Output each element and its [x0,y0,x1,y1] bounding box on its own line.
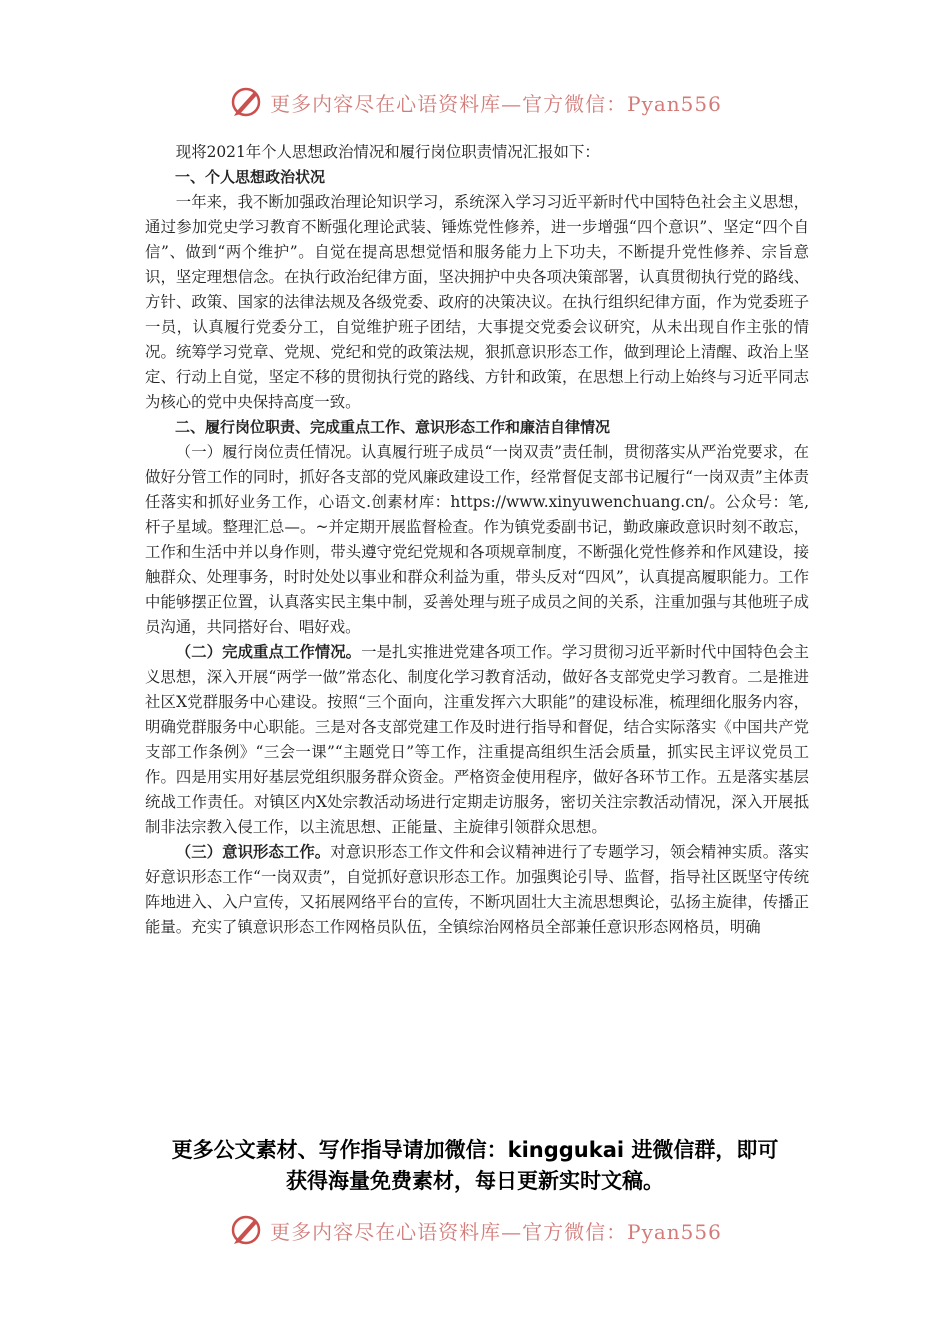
promo-block [0,1135,950,1197]
section-2-3-paragraph [145,840,809,940]
section-2-3-text: 对意识形态工作文件和会议精神进行了专题学习，领会精神实质。落实好意识形态工作“一岗双责”，自觉抓好意识形态工作。加强舆论引导、监督，指导社区既坚守传统阵地进入、入户宣传，又拓展网络平台的宣传，不断巩固壮大主流思想舆论，弘扬主旋律，传播正能量。充实了镇意识形态工作网格员队伍，全镇综治网格员全部兼任意识形态网格员，明确 [145,843,809,936]
section-2-3-title: （三）意识形态工作。 [175,843,331,861]
watermark-text: 更多内容尽在心语资料库—官方微信：Pyan556 [270,91,722,116]
section-2-2-paragraph [145,640,809,840]
section-2-2-text: 一是扎实推进党建各项工作。学习贯彻习近平新时代中国特色会主义思想，深入开展“两学一做”常态化、制度化学习教育活动，做好各支部党史学习教育。二是推进社区X党群服务中心建设。按照“三个面向，注重发挥六大职能”的建设标准，梳理细化服务内容，明确党群服务中心职能。三是对各支部党建工作及时进行指导和督促，结合实际落实《中国共产党支部工作条例》“三会一课”“主题党日”等工作，注重提高组织生活会质量，抓实民主评议党员工作。四是用实用好基层党组织服务群众资金。严格资金使用程序，做好各环节工作。五是落实基层统战工作责任。对镇区内X处宗教活动场进行定期走访服务，密切关注宗教活动情况，深入开展抵制非法宗教入侵工作，以主流思想、正能量、主旋律引领群众思想。 [145,643,809,836]
watermark-banner-top [0,82,950,122]
promo-line-2: 获得海量免费素材，每日更新实时文稿。 [286,1169,664,1193]
document-body [145,140,809,940]
section-2-2-title: （二）完成重点工作情况。 [175,643,362,661]
watermark-banner-bottom [0,1210,950,1250]
watermark-text: 更多内容尽在心语资料库—官方微信：Pyan556 [270,1219,722,1244]
section-2-title: 二、履行岗位职责、完成重点工作、意识形态工作和廉洁自律情况 [175,418,611,436]
intro-paragraph: 现将2021年个人思想政治情况和履行岗位职责情况汇报如下： [175,143,600,161]
section-1-title: 一、个人思想政治状况 [175,168,326,186]
section-1-paragraph: 一年来，我不断加强政治理论知识学习，系统深入学习习近平新时代中国特色社会主义思想，通过参加党史学习教育不断强化理论武装、锤炼党性修养，进一步增强“四个意识”、坚定“四个自信”、做到“两个维护”。自觉在提高思想觉悟和服务能力上下功夫，不断提升党性修养、宗旨意识，坚定理想信念。在执行政治纪律方面，坚决拥护中央各项决策部署，认真贯彻执行党的路线、方针、政策、国家的法律法规及各级党委、政府的决策决议。在执行组织纪律方面，作为党委班子一员，认真履行党委分工，自觉维护班子团结，大事提交党委会议研究，从未出现自作主张的情况。统筹学习党章、党规、党纪和党的政策法规，狠抓意识形态工作，做到理论上清醒、政治上坚定、行动上自觉，坚定不移的贯彻执行党的路线、方针和政策，在思想上行动上始终与习近平同志为核心的党中央保持高度一致。 [145,193,809,411]
section-2-1-paragraph: （一）履行岗位责任情况。认真履行班子成员“一岗双责”责任制，贯彻落实从严治党要求，在做好分管工作的同时，抓好各支部的党风廉政建设工作，经常督促支部书记履行“一岗双责”主体责任落实和抓好业务工作，心语文.创素材库：https://www.xinyuwenchuang.cn/。公众号：笔,杆子星域。整理汇总—。~并定期开展监督检查。作为镇党委副书记，勤政廉政意识时刻不敢忘，工作和生活中并以身作则，带头遵守党纪党规和各项规章制度，不断强化党性修养和作风建设，接触群众、处理事务，时时处处以事业和群众利益为重，带头反对“四风”，认真提高履职能力。工作中能够摆正位置，认真落实民主集中制，妥善处理与班子成员之间的关系，注重加强与其他班子成员沟通，共同搭好台、唱好戏。 [145,443,809,636]
pen-circle-logo-icon [228,1212,264,1248]
promo-line-1: 更多公文素材、写作指导请加微信：kinggukai 进微信群，即可 [171,1138,779,1162]
pen-circle-logo-icon [228,84,264,120]
